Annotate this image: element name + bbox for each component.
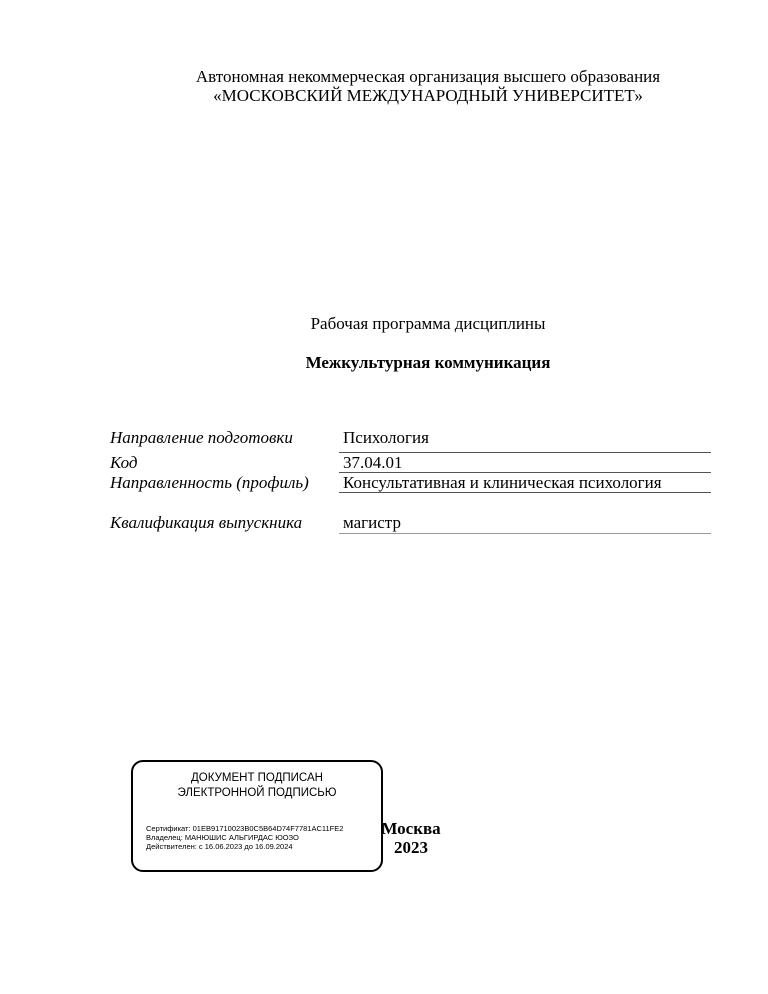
discipline-title: Межкультурная коммуникация xyxy=(305,353,551,372)
field-label-direction: Направление подготовки xyxy=(110,428,293,447)
stamp-certificate: Сертификат: 01EB91710023B0C5B64D74F7781AC11FE2 xyxy=(146,824,344,833)
org-name-line2: «МОСКОВСКИЙ МЕЖДУНАРОДНЫЙ УНИВЕРСИТЕТ» xyxy=(213,86,643,105)
stamp-owner: Владелец: МАНЮШИС АЛЬГИРДАС ЮОЗО xyxy=(146,833,299,842)
stamp-validity: Действителен: с 16.06.2023 до 16.09.2024 xyxy=(146,842,293,851)
field-value-qualification: магистр xyxy=(343,513,401,532)
field-label-qualification: Квалификация выпускника xyxy=(110,513,303,532)
field-underline xyxy=(339,533,711,534)
field-label-profile: Направленность (профиль) xyxy=(110,473,309,492)
field-value-code: 37.04.01 xyxy=(343,453,403,472)
field-value-direction: Психология xyxy=(343,428,429,447)
org-name-line1: Автономная некоммерческая организация высшего образования xyxy=(195,67,661,86)
field-value-profile: Консультативная и клиническая психология xyxy=(343,473,662,492)
footer-year: 2023 xyxy=(394,838,428,857)
field-label-code: Код xyxy=(110,453,138,472)
document-type: Рабочая программа дисциплины xyxy=(310,314,546,333)
electronic-signature-stamp xyxy=(131,760,383,872)
footer-city: Москва xyxy=(381,819,441,838)
stamp-heading-line1: ДОКУМЕНТ ПОДПИСАН xyxy=(191,772,323,784)
stamp-heading-line2: ЭЛЕКТРОННОЙ ПОДПИСЬЮ xyxy=(177,787,337,799)
field-underline xyxy=(339,492,711,493)
